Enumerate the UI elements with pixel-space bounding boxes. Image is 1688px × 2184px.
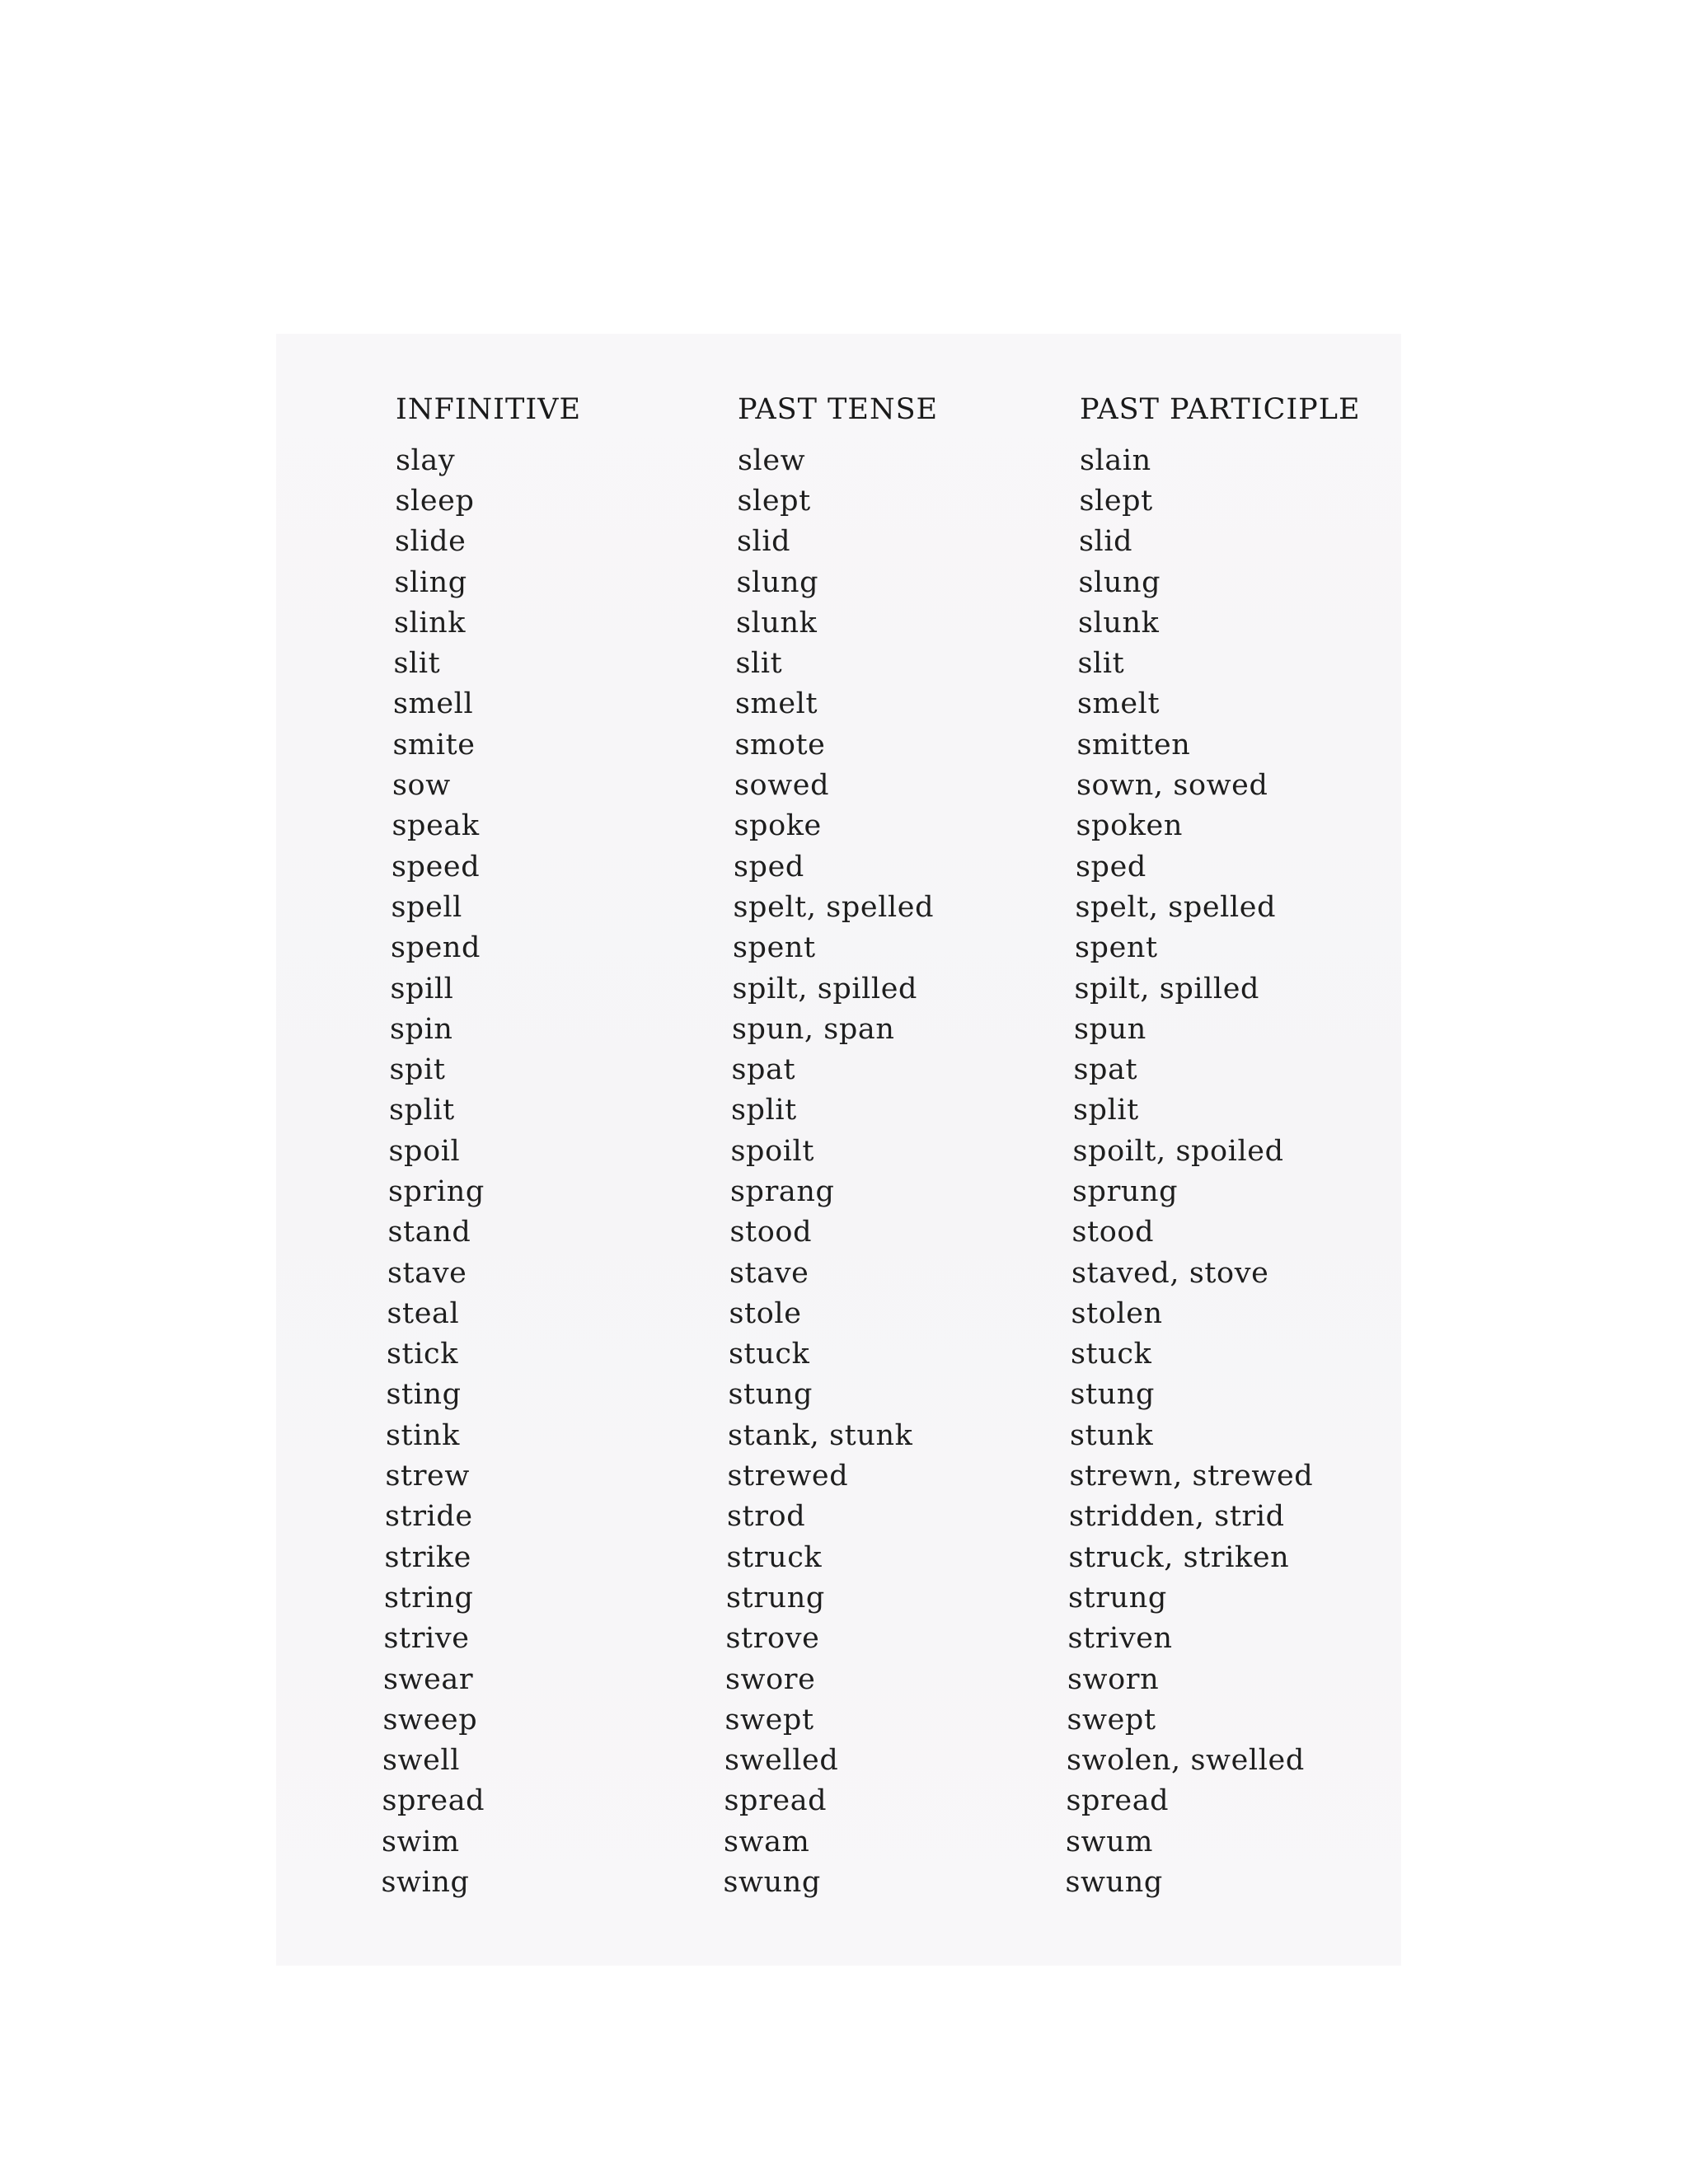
table-row [391, 928, 1396, 968]
past-participle-cell: spun [1074, 1012, 1146, 1046]
past-tense-cell: slept [737, 484, 811, 518]
infinitive-cell: slay [396, 443, 456, 477]
infinitive-cell: split [389, 1094, 455, 1127]
past-tense-cell: spoilt [730, 1134, 814, 1168]
infinitive-cell: slide [395, 525, 467, 559]
past-participle-cell: striven [1067, 1622, 1173, 1656]
past-tense-cell: spat [731, 1053, 796, 1087]
infinitive-cell: sling [394, 565, 467, 599]
table-row [382, 1862, 1387, 1902]
infinitive-cell: spread [382, 1784, 485, 1818]
past-participle-cell: split [1073, 1094, 1139, 1127]
table-row [392, 846, 1397, 887]
table-row [385, 1537, 1390, 1577]
infinitive-cell: strew [385, 1460, 470, 1493]
table-row [382, 1781, 1388, 1821]
past-participle-cell: stolen [1071, 1296, 1163, 1330]
infinitive-cell: slit [393, 647, 441, 681]
past-tense-cell: sowed [734, 769, 830, 803]
infinitive-cell: swell [382, 1744, 461, 1778]
past-tense-cell: stole [729, 1296, 802, 1330]
table-row [391, 968, 1396, 1009]
past-tense-cell: stood [729, 1216, 813, 1249]
table-row [386, 1455, 1391, 1496]
past-tense-cell: sped [734, 850, 804, 883]
table-row [392, 765, 1398, 805]
past-participle-cell: slid [1079, 525, 1133, 559]
infinitive-cell: stride [385, 1500, 473, 1534]
infinitive-cell: sow [392, 769, 451, 803]
infinitive-cell: smell [393, 687, 474, 721]
table-row [388, 1212, 1394, 1253]
table-row [389, 1131, 1395, 1171]
infinitive-cell: slink [394, 606, 467, 640]
past-tense-cell: spent [733, 931, 816, 965]
past-tense-cell: stuck [729, 1338, 810, 1371]
past-participle-cell: stung [1070, 1378, 1156, 1412]
table-row [389, 1090, 1395, 1131]
past-participle-cell: spat [1073, 1053, 1138, 1087]
past-tense-cell: stave [729, 1256, 809, 1290]
past-tense-cell: strove [725, 1622, 820, 1656]
header-past-tense: PAST TENSE [738, 393, 939, 426]
past-participle-cell: spread [1066, 1784, 1170, 1818]
table-row [383, 1659, 1389, 1699]
infinitive-cell: smite [392, 728, 476, 762]
past-participle-cell: swum [1066, 1825, 1154, 1858]
past-tense-cell: sprang [730, 1174, 835, 1208]
past-tense-cell: strod [727, 1500, 806, 1534]
table-row [384, 1577, 1390, 1618]
table-header-row [396, 386, 1401, 434]
past-participle-cell: sprung [1072, 1174, 1179, 1208]
past-participle-cell: strung [1068, 1581, 1167, 1615]
past-participle-cell: smelt [1077, 687, 1160, 721]
table-row [394, 643, 1400, 683]
table-row [383, 1699, 1389, 1740]
header-infinitive: INFINITIVE [396, 393, 582, 426]
table-row [386, 1415, 1391, 1455]
past-tense-cell: swam [724, 1825, 810, 1858]
past-participle-cell: spilt, spilled [1074, 972, 1260, 1005]
past-tense-cell: spread [724, 1784, 828, 1818]
table-row [393, 724, 1399, 765]
table-row [387, 1293, 1393, 1333]
infinitive-cell: stave [387, 1256, 467, 1290]
infinitive-cell: spill [390, 972, 454, 1005]
table-row [382, 1821, 1387, 1862]
past-tense-cell: smelt [735, 687, 818, 721]
past-participle-cell: slain [1080, 443, 1151, 477]
past-tense-cell: smote [734, 728, 826, 762]
past-tense-cell: split [731, 1094, 797, 1127]
table-row [387, 1253, 1393, 1293]
past-participle-cell: struck, striken [1068, 1540, 1290, 1574]
table-row [395, 522, 1400, 562]
table-row [392, 887, 1397, 927]
past-tense-cell: swung [723, 1866, 821, 1900]
infinitive-cell: speak [392, 809, 480, 843]
past-participle-cell: slept [1079, 484, 1153, 518]
past-participle-cell: stuck [1071, 1338, 1152, 1371]
table-row [382, 1741, 1388, 1781]
past-participle-cell: staved, stove [1071, 1256, 1269, 1290]
past-participle-cell: slit [1077, 647, 1125, 681]
table-row [388, 1171, 1394, 1212]
past-tense-cell: spoke [734, 809, 822, 843]
infinitive-cell: spell [391, 890, 462, 924]
table-row [396, 480, 1401, 521]
past-participle-cell: spoilt, spoiled [1072, 1134, 1284, 1168]
table-body [381, 440, 1401, 1903]
past-tense-cell: spilt, spilled [732, 972, 918, 1005]
past-participle-cell: spent [1075, 931, 1158, 965]
infinitive-cell: spring [388, 1174, 485, 1208]
past-tense-cell: slew [738, 443, 806, 477]
past-participle-cell: sped [1076, 850, 1146, 883]
past-tense-cell: slung [736, 565, 819, 599]
infinitive-cell: stand [387, 1216, 471, 1249]
infinitive-cell: steal [387, 1296, 460, 1330]
infinitive-cell: sleep [395, 484, 475, 518]
infinitive-cell: strike [384, 1540, 471, 1574]
past-participle-cell: sworn [1067, 1662, 1160, 1696]
infinitive-cell: spin [390, 1012, 453, 1046]
table-row [390, 1009, 1395, 1049]
past-tense-cell: slid [737, 525, 791, 559]
table-row [387, 1375, 1392, 1415]
past-participle-cell: spelt, spelled [1075, 890, 1277, 924]
past-participle-cell: stridden, strid [1069, 1500, 1285, 1534]
past-tense-cell: struck [726, 1540, 823, 1574]
infinitive-cell: swear [383, 1662, 474, 1696]
header-past-participle: PAST PARTICIPLE [1080, 393, 1361, 426]
table-row [384, 1619, 1390, 1659]
past-participle-cell: smitten [1076, 728, 1191, 762]
infinitive-cell: strive [383, 1622, 470, 1656]
infinitive-cell: spoil [388, 1134, 461, 1168]
infinitive-cell: stink [386, 1418, 460, 1452]
past-participle-cell: stunk [1070, 1418, 1154, 1452]
past-tense-cell: strewed [727, 1460, 849, 1493]
past-tense-cell: stung [728, 1378, 814, 1412]
verb-conjugation-table [381, 386, 1401, 1903]
past-participle-cell: swung [1065, 1866, 1163, 1900]
infinitive-cell: spend [391, 931, 481, 965]
infinitive-cell: spit [389, 1053, 446, 1087]
past-participle-cell: slunk [1078, 606, 1160, 640]
infinitive-cell: swim [382, 1825, 460, 1858]
infinitive-cell: speed [392, 850, 481, 883]
table-row [390, 1049, 1395, 1090]
table-row [393, 684, 1399, 724]
infinitive-cell: swing [381, 1866, 470, 1900]
past-participle-cell: swept [1067, 1703, 1156, 1736]
past-tense-cell: spelt, spelled [733, 890, 935, 924]
past-tense-cell: swore [725, 1662, 816, 1696]
table-row [395, 562, 1400, 602]
past-participle-cell: slung [1078, 565, 1161, 599]
past-tense-cell: strung [726, 1581, 825, 1615]
table-row [394, 602, 1400, 643]
past-tense-cell: swept [724, 1703, 814, 1736]
past-participle-cell: sown, sowed [1076, 769, 1268, 803]
past-tense-cell: spun, span [732, 1012, 895, 1046]
infinitive-cell: stick [387, 1338, 459, 1371]
past-tense-cell: slunk [736, 606, 818, 640]
past-participle-cell: swolen, swelled [1067, 1744, 1305, 1778]
past-participle-cell: strewn, strewed [1069, 1460, 1314, 1493]
past-tense-cell: swelled [724, 1744, 839, 1778]
table-row [387, 1334, 1392, 1375]
past-participle-cell: stood [1071, 1216, 1155, 1249]
infinitive-cell: sting [386, 1378, 462, 1412]
infinitive-cell: string [384, 1581, 474, 1615]
infinitive-cell: sweep [382, 1703, 478, 1736]
table-row [392, 806, 1398, 846]
table-row [396, 440, 1401, 480]
past-tense-cell: stank, stunk [728, 1418, 913, 1452]
past-participle-cell: spoken [1076, 809, 1184, 843]
table-row [385, 1497, 1390, 1537]
past-tense-cell: slit [735, 647, 783, 681]
